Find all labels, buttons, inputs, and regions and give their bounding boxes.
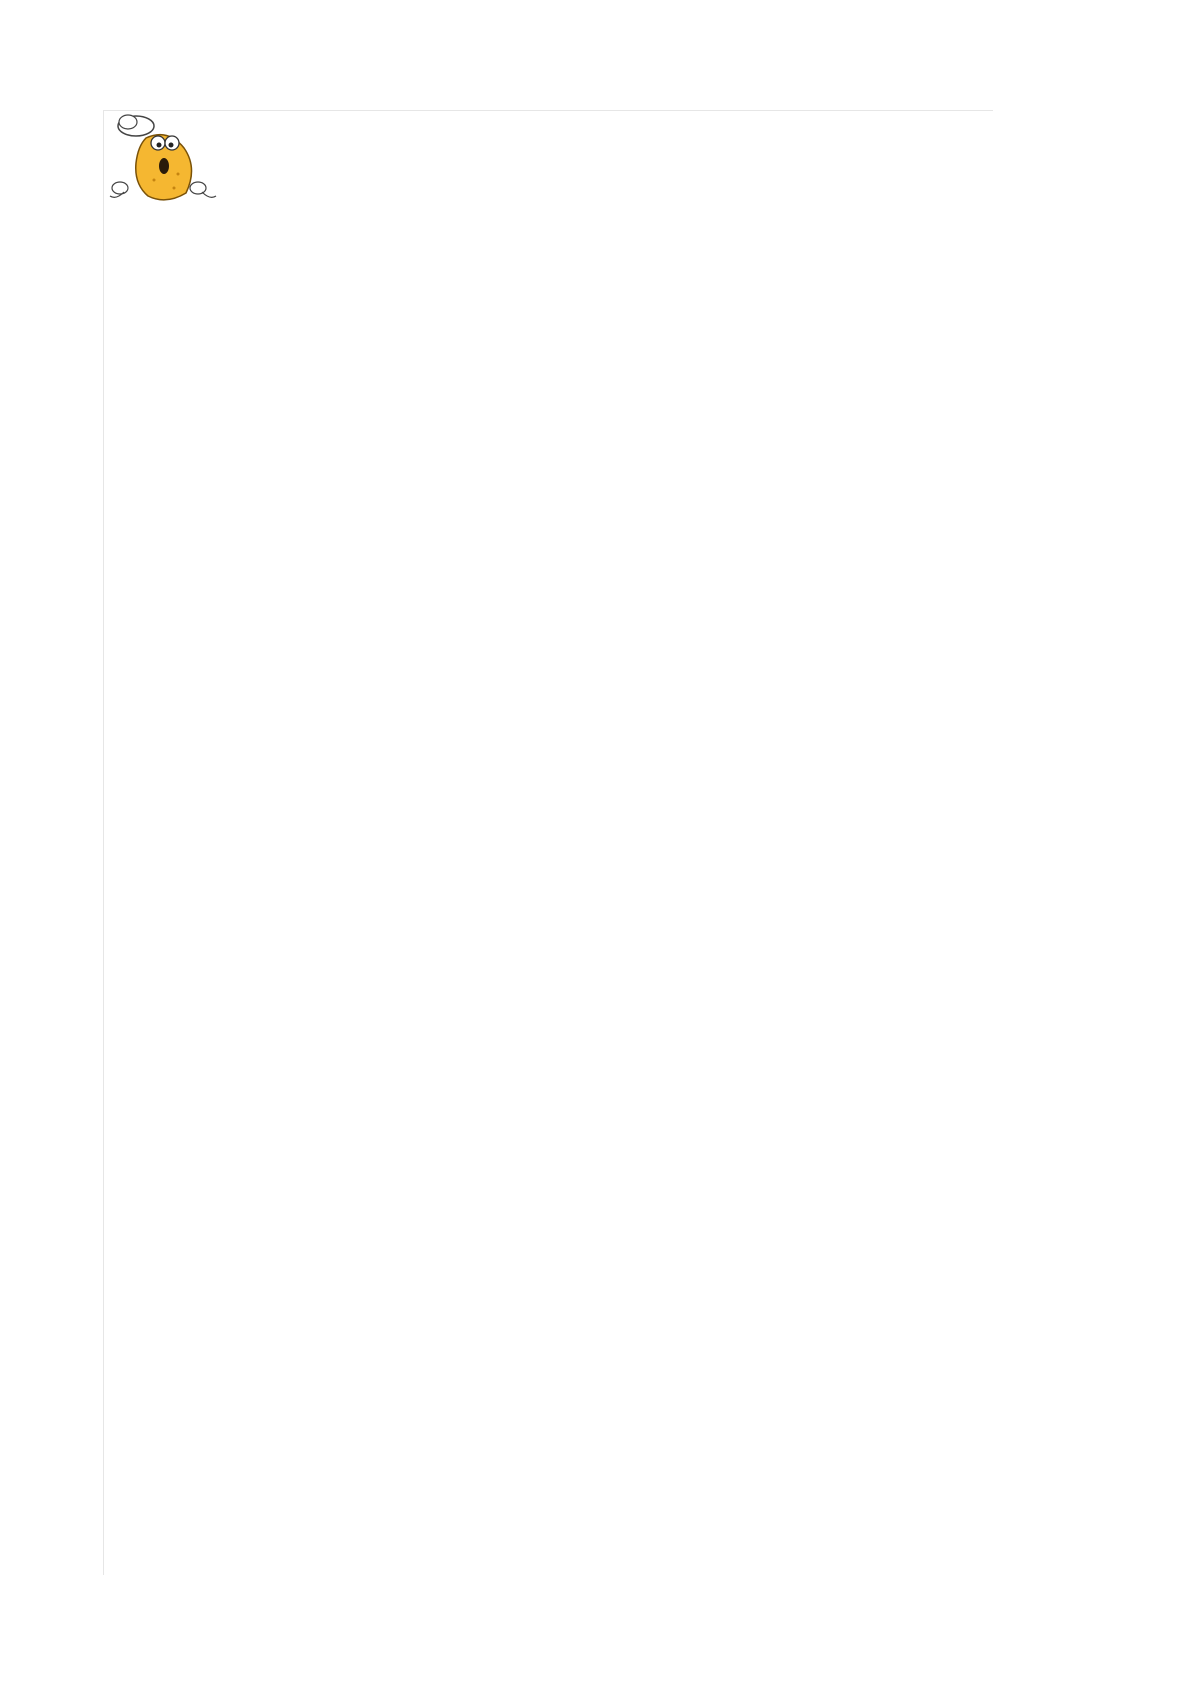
page-top-border: [103, 110, 993, 111]
page-left-border: [103, 110, 104, 1575]
chef-mascot-icon: [106, 108, 218, 205]
